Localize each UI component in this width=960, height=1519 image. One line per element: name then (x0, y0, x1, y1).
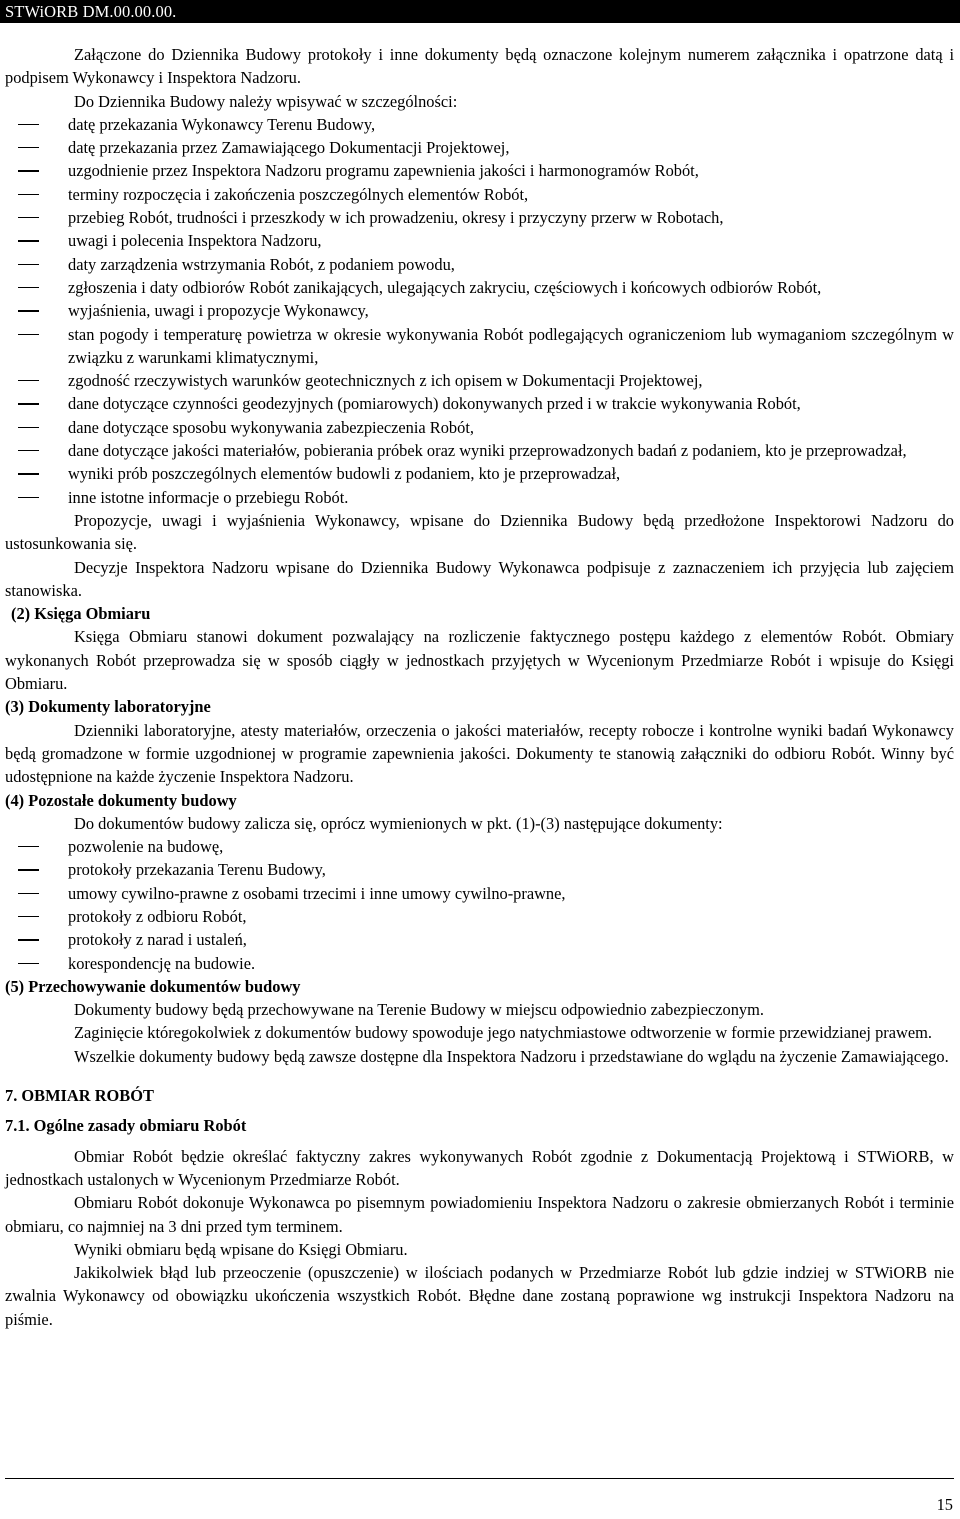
paragraph: Do dokumentów budowy zalicza się, oprócz wymienionych w pkt. (1)-(3) następujące dokumenty: (74, 813, 723, 833)
list-item: korespondencję na budowie. (5, 952, 954, 975)
dash-bullet-icon (18, 869, 39, 870)
page-number: 15 (936, 1495, 953, 1514)
list-item: zgodność rzeczywistych warunków geotechnicznych z ich opisem w Dokumentacji Projektowej, (5, 369, 954, 392)
paragraph: Do Dziennika Budowy należy wpisywać w szczególności: (74, 91, 458, 111)
dash-bullet-icon (18, 380, 39, 381)
paragraph: Wyniki obmiaru będą wpisane do Księgi Obmiaru. (74, 1239, 408, 1259)
dash-bullet-icon (18, 194, 39, 195)
paragraph: Wszelkie dokumenty budowy będą zawsze dostępne dla Inspektora Nadzoru i przedstawiane do wglądu na życzenie Zamawiającego. (74, 1046, 949, 1066)
section-heading-other-documents: (4) Pozostałe dokumenty budowy (5, 790, 237, 810)
list-item: uzgodnienie przez Inspektora Nadzoru programu zapewnienia jakości i harmonogramów Robót, (5, 159, 954, 182)
dash-bullet-icon (18, 450, 39, 451)
paragraph: Jakikolwiek błąd lub przeoczenie (opuszczenie) w ilościach podanych w Przedmiarze Robót lub gdzie indziej w STWiORB nie zwalnia Wykonawcy od obowiązku ukończenia wszystkich Robót. Błędne dane zostaną poprawione wg instrukcji Inspektora Nadzoru na piśmie. (5, 1263, 954, 1329)
paragraph: Dzienniki laboratoryjne, atesty materiałów, orzeczenia o jakości materiałów, recepty robocze i kontrolne wyniki badań Wykonawcy będą gromadzone w formie uzgodnionej w programie zapewnienia jakości. Dokumenty te stanowią załączniki do odbioru Robót. Winny być udostępnione na każde życzenie Inspektora Nadzoru. (5, 720, 954, 787)
list-item: protokoły z odbioru Robót, (5, 905, 954, 928)
section-heading-storage: (5) Przechowywanie dokumentów budowy (5, 976, 301, 996)
list-item: uwagi i polecenia Inspektora Nadzoru, (5, 229, 954, 252)
list-item: dane dotyczące czynności geodezyjnych (pomiarowych) dokonywanych przed i w trakcie wykonywania Robót, (5, 392, 954, 415)
dash-bullet-icon (18, 473, 39, 474)
document-code: STWiORB DM.00.00.00. (5, 2, 177, 21)
list-item: terminy rozpoczęcia i zakończenia poszczególnych elementów Robót, (5, 183, 954, 206)
dash-bullet-icon (18, 264, 39, 265)
dash-bullet-icon (18, 147, 39, 148)
list-item: inne istotne informacje o przebiegu Robót. (5, 486, 954, 509)
other-documents-list (5, 835, 954, 975)
paragraph: Decyzje Inspektora Nadzoru wpisane do Dziennika Budowy Wykonawca podpisuje z zaznaczeniem ich przyjęcia lub zajęciem stanowiska. (5, 557, 954, 600)
document-body (5, 43, 954, 1331)
dash-bullet-icon (18, 170, 39, 171)
dash-bullet-icon (18, 427, 39, 428)
dash-bullet-icon (18, 846, 39, 847)
list-item: dane dotyczące jakości materiałów, pobierania próbek oraz wyniki przeprowadzonych badań z podaniem, kto je przeprowadzał, (5, 439, 954, 462)
paragraph: Dokumenty budowy będą przechowywane na Terenie Budowy w miejscu odpowiednio zabezpieczonym. (74, 1000, 764, 1020)
diary-entries-list (5, 113, 954, 509)
list-item: dane dotyczące sposobu wykonywania zabezpieczenia Robót, (5, 416, 954, 439)
spacer (5, 1138, 954, 1145)
dash-bullet-icon (18, 497, 39, 498)
paragraph: Obmiar Robót będzie określać faktyczny zakres wykonywanych Robót zgodnie z Dokumentacją Projektową i STWiORB, w jednostkach ustalonych w Wycenionym Przedmiarze Robót. (5, 1146, 954, 1189)
list-item: datę przekazania przez Zamawiającego Dokumentacji Projektowej, (5, 136, 954, 159)
dash-bullet-icon (18, 403, 39, 404)
document-header (0, 0, 960, 23)
spacer (5, 1107, 954, 1114)
paragraph: Propozycje, uwagi i wyjaśnienia Wykonawcy, wpisane do Dziennika Budowy będą przedłożone Inspektorowi Nadzoru do ustosunkowania się. (5, 510, 954, 554)
list-item: protokoły z narad i ustaleń, (5, 928, 954, 951)
dash-bullet-icon (18, 310, 39, 311)
list-item: daty zarządzenia wstrzymania Robót, z podaniem powodu, (5, 253, 954, 276)
dash-bullet-icon (18, 893, 39, 894)
paragraph: Księga Obmiaru stanowi dokument pozwalający na rozliczenie faktycznego postępu każdego z elementów Robót. Obmiary wykonanych Robót przeprowadza się w sposób ciągły w jednostkach przyjętych w Wycenionym Przedmiarze Robót i wpisuje do Księgi Obmiaru. (5, 627, 954, 694)
dash-bullet-icon (18, 240, 39, 241)
dash-bullet-icon (18, 124, 39, 125)
list-item: zgłoszenia i daty odbiorów Robót zanikających, ulegających zakryciu, częściowych i końcowych odbiorów Robót, (5, 276, 954, 299)
list-item: stan pogody i temperaturę powietrza w okresie wykonywania Robót podlegających ograniczeniom lub wymaganiom szczególnym w związku z warunkami klimatycznymi, (5, 323, 954, 370)
paragraph: Zaginięcie któregokolwiek z dokumentów budowy spowoduje jego natychmiastowe odtworzenie w formie przewidzianej prawem. (74, 1023, 932, 1043)
dash-bullet-icon (18, 916, 39, 917)
chapter-heading-obmiar: 7. OBMIAR ROBÓT (5, 1086, 154, 1106)
subsection-heading-zasady: 7.1. Ogólne zasady obmiaru Robót (5, 1116, 247, 1136)
section-heading-lab: (3) Dokumenty laboratoryjne (5, 697, 211, 717)
paragraph: Załączone do Dziennika Budowy protokoły i inne dokumenty będą oznaczone kolejnym numerem załącznika i opatrzone datą i podpisem Wykonawcy i Inspektora Nadzoru. (5, 45, 954, 88)
list-item: wyjaśnienia, uwagi i propozycje Wykonawcy, (5, 299, 954, 322)
section-heading-ksiega: (2) Księga Obmiaru (11, 604, 151, 624)
footer-divider (5, 1478, 954, 1479)
dash-bullet-icon (18, 334, 39, 335)
list-item: pozwolenie na budowę, (5, 835, 954, 858)
list-item: datę przekazania Wykonawcy Terenu Budowy, (5, 113, 954, 136)
list-item: protokoły przekazania Terenu Budowy, (5, 858, 954, 881)
spacer (5, 1068, 954, 1084)
dash-bullet-icon (18, 939, 39, 940)
dash-bullet-icon (18, 287, 39, 288)
paragraph: Obmiaru Robót dokonuje Wykonawca po pisemnym powiadomieniu Inspektora Nadzoru o zakresie obmierzanych Robót i terminie obmiaru, co najmniej na 3 dni przed tym terminem. (5, 1193, 954, 1236)
list-item: wyniki prób poszczególnych elementów budowli z podaniem, kto je przeprowadzał, (5, 462, 954, 485)
dash-bullet-icon (18, 217, 39, 218)
list-item: umowy cywilno-prawne z osobami trzecimi i inne umowy cywilno-prawne, (5, 882, 954, 905)
list-item: przebieg Robót, trudności i przeszkody w ich prowadzeniu, okresy i przyczyny przerw w Robotach, (5, 206, 954, 229)
dash-bullet-icon (18, 963, 39, 964)
